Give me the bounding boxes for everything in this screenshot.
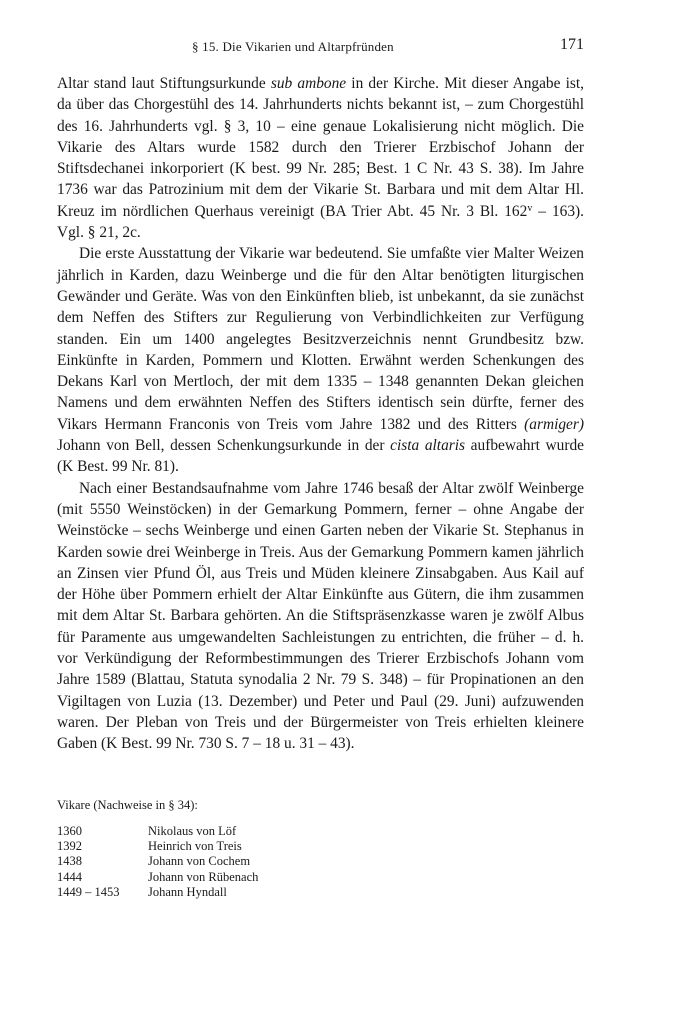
paragraph-2-text-c: aufbewahrt wurde (K Best. 99 Nr. 81).	[57, 437, 584, 476]
paragraph-2-text-b: Johann von Bell, dessen Schenkungsurkunde in der	[57, 437, 391, 455]
vikare-heading: Vikare (Nachweise in § 34):	[57, 798, 198, 812]
paragraph-2-latin-cista-altaris: cista altaris	[390, 437, 466, 455]
paragraph-2	[57, 243, 584, 477]
vikare-entry	[57, 870, 258, 885]
paragraph-1-text-b: in der Kirche. Mit dieser Angabe ist, da über das Chorgestühl des 14. Jahrhunderts nichts bekannt ist, – zum Chorgestühl des 16. Jahrhunderts vgl. § 3, 10 – eine genaue Lokalisierung nicht möglich. Die Vikarie des Altars wurde 1582 durch den Trierer Erzbischof Johann der Stiftsdechanei inkorporiert (K best. 99 Nr. 285; Best. 1 C Nr. 43 S. 38). Im Jahre 1736 war das Patrozinium mit dem der Vikarie St. Barbara und mit dem Altar Hl. Kreuz im nördlichen Querhaus vereinigt (BA Trier Abt. 45 Nr. 3 Bl. 162	[57, 75, 584, 220]
paragraph-1-text-c: – 163). Vgl. § 21, 2c.	[57, 202, 584, 242]
vikare-year: 1392	[57, 839, 82, 854]
vikare-year: 1449 – 1453	[57, 884, 120, 899]
page-number: 171	[560, 36, 584, 53]
vikare-year: 1438	[57, 854, 82, 869]
paragraph-1	[57, 73, 584, 243]
paragraph-2-latin-armiger: (armiger)	[524, 415, 584, 433]
paragraph-3-text: Nach einer Bestandsaufnahme vom Jahre 1746 besaß der Altar zwölf Weinberge (mit 5550 Weinstöcken) in der Gemarkung Pommern, ferner – ohne Angabe der Weinstöcke – sechs Weinberge und einen Garten neben der Vikarie St. Stephanus in Karden sowie drei Weinberge in Treis. Aus der Gemarkung Pommern kamen jährlich an Zinsen vier Pfund Öl, aus Treis und Müden kleinere Zinsabgaben. Aus Kail auf der Höhe über Pommern erhielt der Altar Einkünfte aus Gütern, die ihm zusammen mit dem Altar St. Barbara gehörten. An die Stiftspräsenzkasse waren je zwölf Albus für Paramente aus umgewandelten Sachleistungen zu entrichten, die früher – d. h. vor Verkündigung der Reformbestimmungen des Trierer Erzbischofs Johann vom Jahre 1589 (Blattau, Statuta synodalia 2 Nr. 79 S. 348) – für Propinationen an den Vigiltagen von Luzia (13. Dezember) und Peter und Paul (29. Juni) aufzuwenden waren. Der Pleban von Treis und der Bürgermeister von Treis erhielten kleinere Gaben (K Best. 99 Nr. 730 S. 7 – 18 u. 31 – 43).	[57, 479, 584, 753]
running-title: § 15. Die Vikarien und Altarpfründen	[192, 39, 394, 54]
vikare-year: 1444	[57, 869, 82, 884]
paragraph-1-text-a: Altar stand laut Stiftungsurkunde	[57, 75, 271, 92]
running-head	[57, 36, 584, 58]
vikare-entry	[57, 885, 258, 900]
vikare-name: Johann von Rübenach	[148, 869, 259, 884]
vikare-name: Johann von Cochem	[148, 854, 251, 869]
vikare-list	[57, 824, 258, 900]
paragraph-3	[57, 478, 584, 755]
paragraph-1-latin-sub-ambone: sub ambone	[270, 75, 347, 92]
vikare-name: Nikolaus von Löf	[148, 824, 237, 838]
vikare-entry	[57, 839, 258, 854]
paragraph-1-superscript: v	[527, 202, 533, 214]
vikare-name: Johann Hyndall	[148, 884, 227, 899]
body-text	[57, 73, 584, 755]
vikare-name: Heinrich von Treis	[148, 839, 242, 854]
paragraph-2-text-a: Die erste Ausstattung der Vikarie war bedeutend. Sie umfaßte vier Malter Weizen jährlich in Karden, dazu Weinberge und die für den Altar benötigten liturgischen Gewänder und Geräte. Was von den Einkünften blieb, ist unbekannt, da sie zunächst dem Neffen des Stifters zur Regulierung von Verbindlichkeiten zur Verfügung standen. Ein um 1400 angelegtes Besitzverzeichnis nennt Grundbesitz bzw. Einkünfte in Karden, Pommern und Klotten. Erwähnt werden Schenkungen des Dekans Karl von Mertloch, der mit dem 1335 – 1348 genannten Dekan gleichen Namens und dem erwähnten Neffen des Stifters identisch sein dürfte, ferner des Vikars Hermann Franconis von Treis vom Jahre 1382 und des Ritters	[57, 245, 584, 433]
vikare-entry	[57, 824, 258, 839]
vikare-entry	[57, 854, 258, 869]
vikare-year: 1360	[57, 824, 82, 838]
